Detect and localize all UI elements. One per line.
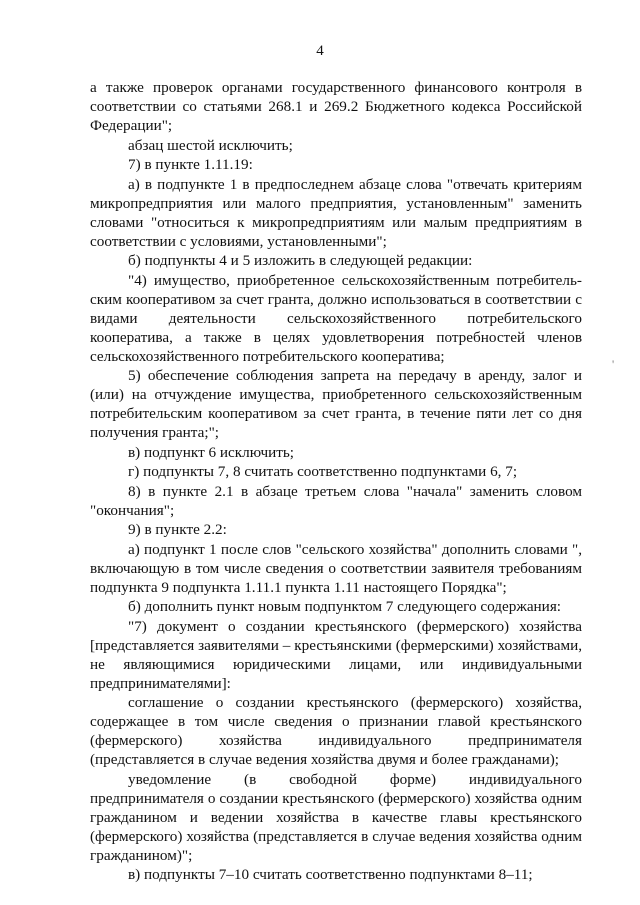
paragraph: абзац шестой исключить; — [128, 136, 293, 154]
paragraph: "7) документ о создании крестьянского (фермерского) хозяйства [представляется заявителями – крестьянскими (фермерскими) хозяйствами, не являющимися юридическими лицами, или индивидуальными предпринимателями]: — [90, 617, 582, 692]
paragraph: 8) в пункте 2.1 в абзаце третьем слова "начала" заменить словом "окончания"; — [90, 482, 582, 519]
paragraph: а) в подпункте 1 в предпоследнем абзаце слова "отвечать критериям микропредприятия или малого предприятия, установленным" заменить словами "относиться к микропредприятиям или малым предприятиям в соответствии с условиями, установленными"; — [90, 175, 582, 250]
paragraph: 5) обеспечение соблюдения запрета на передачу в аренду, залог и (или) на отчуждение имущества, приобретенного сельскохозяйственным потребительским кооперативом за счет гранта, в течение пяти лет со дня получения гранта;"; — [90, 367, 582, 441]
paragraph: "4) имущество, приобретенное сельскохозяйственным потребитель-ским кооперативом за счет гранта, должно использоваться в соответствии с видами деятельности сельскохозяйственного потребительского кооператива, а также в целях удовлетворения потребностей членов сельскохозяйственного потребительского кооператива; — [90, 271, 582, 365]
paragraph: в) подпункт 6 исключить; — [128, 443, 295, 461]
paragraph: соглашение о создании крестьянского (фермерского) хозяйства, содержащее в том числе сведения о признании главой крестьянского (фермерского) хозяйства индивидуального предпринимателя (представляется в случае ведения хозяйства двумя и более гражданами); — [90, 694, 582, 768]
paragraph: г) подпункты 7, 8 считать соответственно подпунктами 6, 7; — [128, 463, 518, 480]
scan-margin-mark: ' — [612, 357, 615, 371]
page-number: 4 — [316, 43, 324, 59]
paragraph: 9) в пункте 2.2: — [128, 521, 227, 538]
paragraph: в) подпункты 7–10 считать соответственно подпунктами 8–11; — [128, 866, 533, 883]
paragraph: уведомление (в свободной форме) индивидуального предпринимателя о создании крестьянского (фермерского) хозяйства одним гражданином и ведении хозяйства в качестве главы крестьянского (фермерского) хозяйства (представляется в случае ведения хозяйства одним гражданином)"; — [90, 770, 582, 864]
paragraph: 7) в пункте 1.11.19: — [128, 156, 253, 173]
document-body — [90, 78, 582, 885]
paragraph: а также проверок органами государственного финансового контроля в соответствии со статьями 268.1 и 269.2 Бюджетного кодекса Российской Федерации"; — [90, 79, 582, 134]
paragraph: б) подпункты 4 и 5 изложить в следующей редакции: — [128, 252, 473, 269]
paragraph: б) дополнить пункт новым подпунктом 7 следующего содержания: — [128, 598, 562, 615]
paragraph: а) подпункт 1 после слов "сельского хозяйства" дополнить словами ", включающую в том числе сведения о соответствии заявителя требованиям подпункта 9 подпункта 1.11.1 пункта 1.11 настоящего Порядка"; — [90, 540, 582, 596]
